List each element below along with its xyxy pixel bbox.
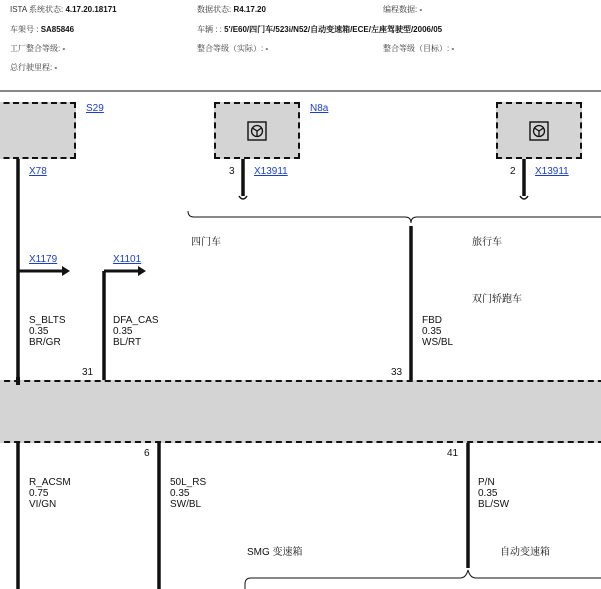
ista-status: ISTA 系统状态: 4.17.20.18171 <box>10 5 117 14</box>
factory-integration-level: 工厂整合等级: - <box>10 44 66 53</box>
variant-bracket-bottom <box>245 570 601 589</box>
arrow-x1179-head <box>62 266 70 276</box>
wire-label: 50L_RS 0.35 SW/BL <box>170 477 207 510</box>
wire-label: FBD 0.35 WS/BL <box>422 315 454 348</box>
target-integration-level: 整合等级（目标）: - <box>383 44 455 53</box>
wire-break <box>239 196 247 199</box>
pin-number: 33 <box>391 367 403 378</box>
variant-sedan: 四门车 <box>191 237 221 248</box>
variant-coupe: 双门轿跑车 <box>472 294 522 305</box>
x1101-link[interactable]: X1101 <box>113 254 142 265</box>
total-mileage: 总行驶里程: - <box>10 63 58 72</box>
variant-touring: 旅行车 <box>472 237 502 248</box>
wire-label: P/N 0.35 BL/SW <box>478 477 510 510</box>
vehicle: 车辆 : : 5'/E60/四门车/523i/N52/自动变速箱/ECE/左座驾驶型/2006/05 <box>197 25 443 34</box>
wire-label: R_ACSM 0.75 VI/GN <box>29 477 71 510</box>
variant-bracket <box>188 211 601 223</box>
actual-integration-level: 整合等级（实际）: - <box>197 44 269 53</box>
x78-link[interactable]: X78 <box>29 166 47 177</box>
pin-number: 6 <box>144 448 150 459</box>
x1179-link[interactable]: X1179 <box>29 254 58 265</box>
pin-number: 41 <box>447 448 459 459</box>
pin-number: 3 <box>229 166 235 177</box>
arrow-x1101-head <box>138 266 146 276</box>
s29-link[interactable]: S29 <box>86 103 104 114</box>
pin-number: 31 <box>82 367 94 378</box>
data-status: 数据状态: R4.17.20 <box>197 5 266 14</box>
variant-smg: SMG 变速箱 <box>247 547 303 558</box>
wire-label: DFA_CAS 0.35 BL/RT <box>113 315 159 348</box>
x13911-link-right[interactable]: X13911 <box>535 166 569 177</box>
n8a-link[interactable]: N8a <box>310 103 329 114</box>
programming-data: 编程数据: - <box>383 5 423 14</box>
vin: 车架号 : SA85846 <box>10 25 75 34</box>
pin-number: 2 <box>510 166 516 177</box>
wire-label: S_BLTS 0.35 BR/GR <box>29 315 66 348</box>
wire-break <box>520 196 528 199</box>
x13911-link[interactable]: X13911 <box>254 166 288 177</box>
variant-automatic: 自动变速箱 <box>500 547 550 558</box>
